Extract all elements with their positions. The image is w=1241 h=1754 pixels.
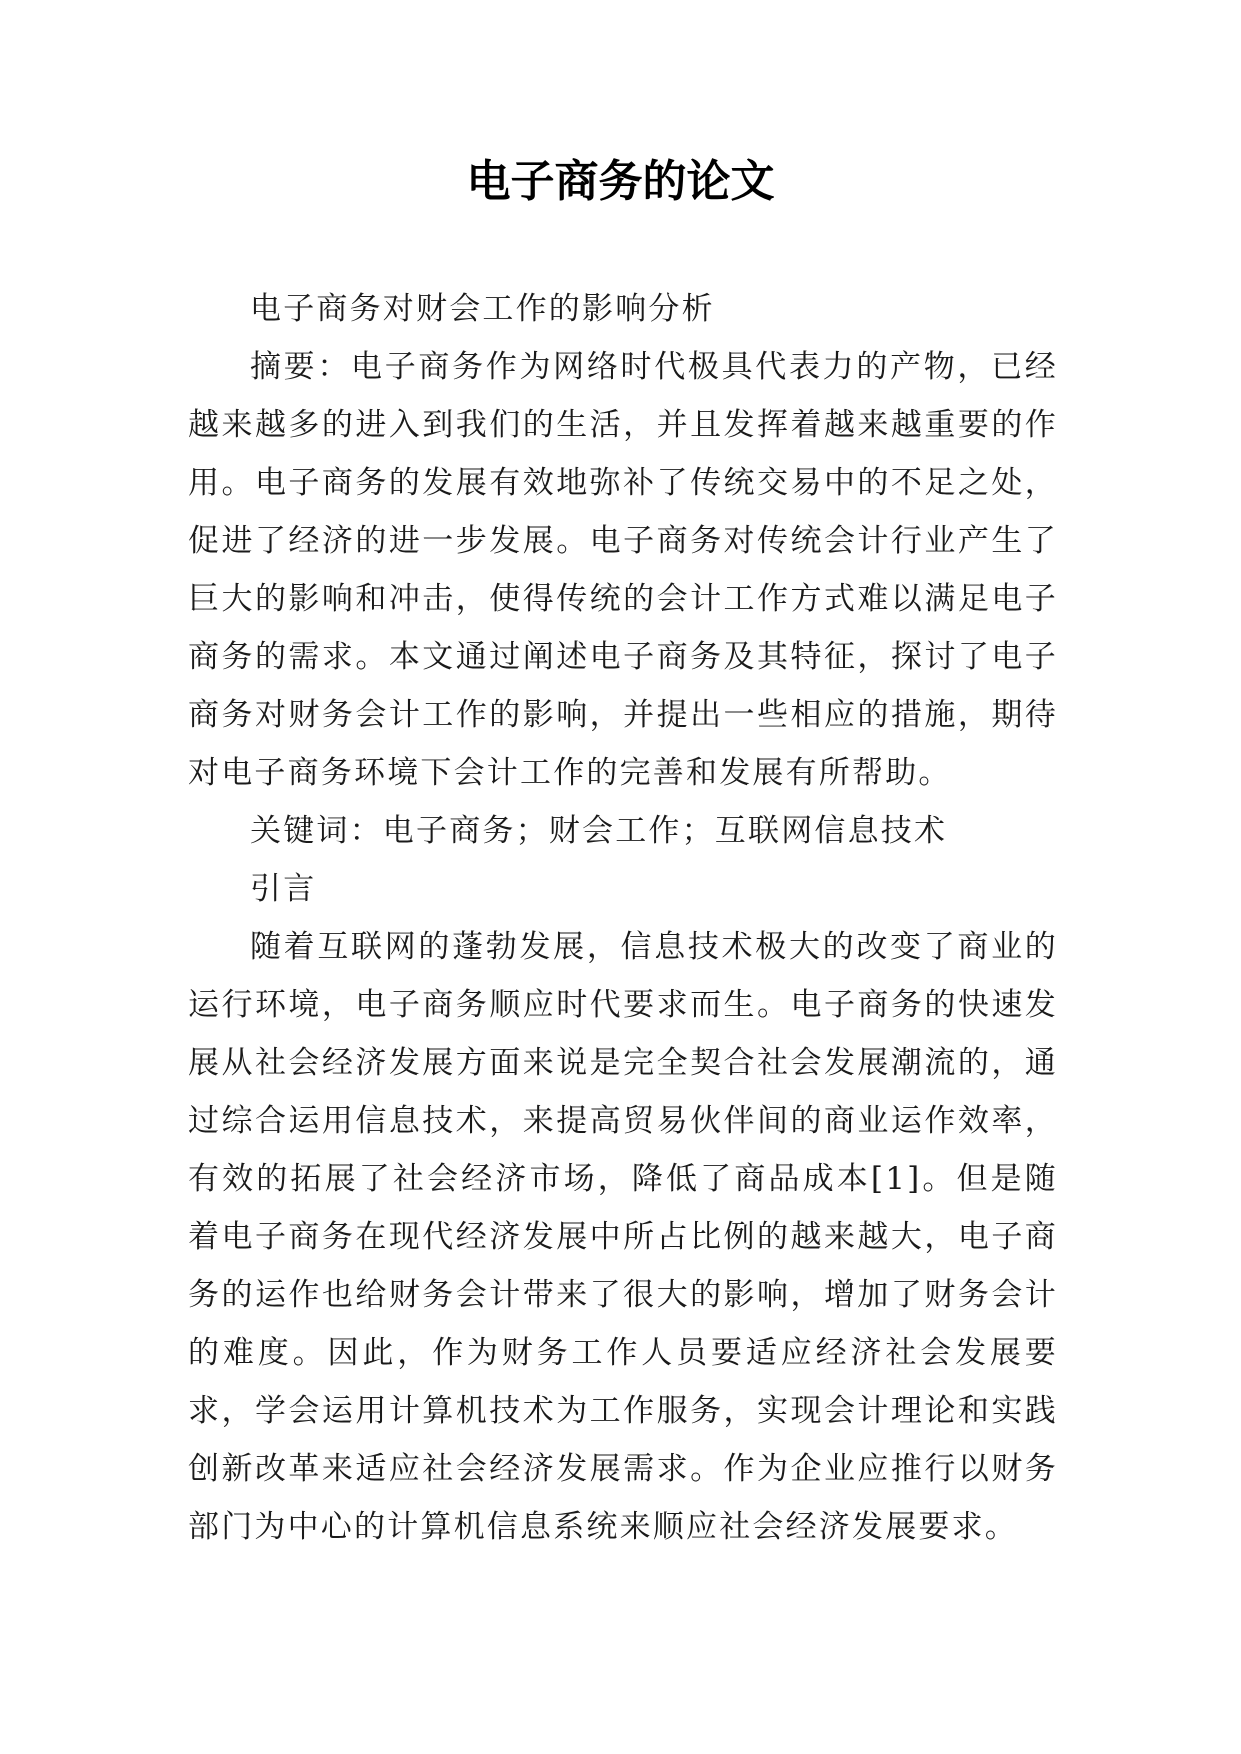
paragraph-subtitle: 电子商务对财会工作的影响分析 (250, 291, 715, 327)
paragraph-abstract: 摘要：电子商务作为网络时代极具代表力的产物，已经越来越多的进入到我们的生活，并且发挥着越来越重要的作用。电子商务的发展有效地弥补了传统交易中的不足之处，促进了经济的进一步发展。电子商务对传统会计行业产生了巨大的影响和冲击，使得传统的会计工作方式难以满足电子商务的需求。本文通过阐述电子商务及其特征，探讨了电子商务对财务会计工作的影响，并提出一些相应的措施，期待对电子商务环境下会计工作的完善和发展有所帮助。 (188, 349, 1058, 791)
document-body (188, 280, 1058, 1556)
document-title: 电子商务的论文 (466, 156, 775, 207)
paragraph-heading-introduction: 引言 (250, 871, 317, 907)
paragraph-introduction: 随着互联网的蓬勃发展，信息技术极大的改变了商业的运行环境，电子商务顺应时代要求而生。电子商务的快速发展从社会经济发展方面来说是完全契合社会发展潮流的，通过综合运用信息技术，来提高贸易伙伴间的商业运作效率，有效的拓展了社会经济市场，降低了商品成本[1]。但是随着电子商务在现代经济发展中所占比例的越来越大，电子商务的运作也给财务会计带来了很大的影响，增加了财务会计的难度。因此，作为财务工作人员要适应经济社会发展要求，学会运用计算机技术为工作服务，实现会计理论和实践创新改革来适应社会经济发展需求。作为企业应推行以财务部门为中心的计算机信息系统来顺应社会经济发展要求。 (188, 929, 1058, 1545)
paragraph-keywords: 关键词：电子商务；财会工作；互联网信息技术 (250, 813, 948, 849)
